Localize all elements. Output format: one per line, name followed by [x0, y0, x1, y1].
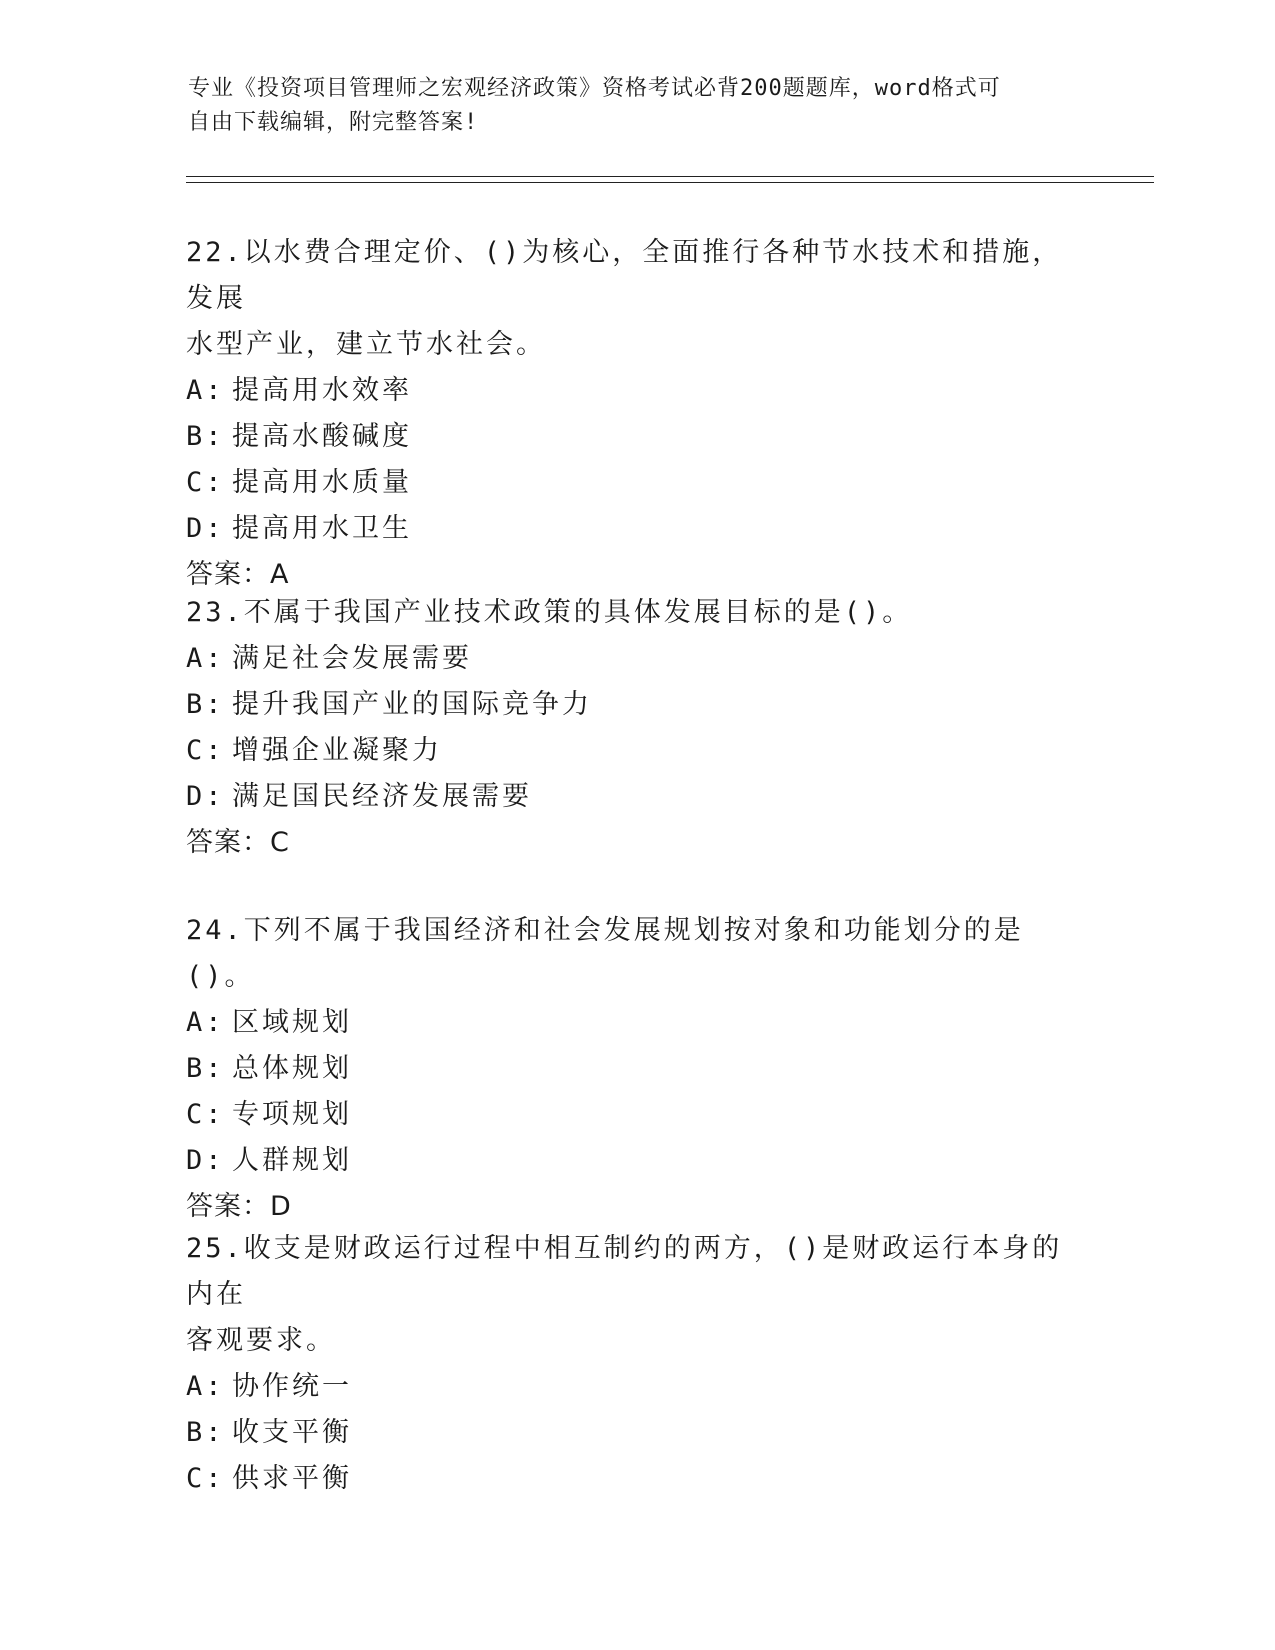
option-text: 人群规划 — [232, 1145, 352, 1176]
option-c — [186, 728, 1086, 774]
answer: 答案：D — [186, 1191, 292, 1222]
answer: 答案：C — [186, 827, 290, 858]
question-stem-continued: 水型产业，建立节水社会。 — [186, 329, 546, 360]
option-text: 专项规划 — [232, 1099, 352, 1130]
option-text: 收支平衡 — [232, 1417, 352, 1448]
question-23 — [186, 590, 1086, 866]
header-line-2: 自由下载编辑，附完整答案! — [188, 110, 479, 135]
option-key: A: — [186, 375, 225, 406]
question-25 — [186, 1226, 1086, 1502]
option-b — [186, 682, 1086, 728]
question-stem: 25.收支是财政运行过程中相互制约的两方，()是财政运行本身的内在 — [186, 1233, 1063, 1310]
option-b — [186, 1046, 1086, 1092]
option-key: C: — [186, 735, 225, 766]
option-text: 提高用水效率 — [232, 375, 412, 406]
option-text: 总体规划 — [232, 1053, 352, 1084]
option-d — [186, 1138, 1086, 1184]
header-divider-top — [186, 176, 1154, 177]
option-b — [186, 414, 1086, 460]
option-c — [186, 1092, 1086, 1138]
option-text: 协作统一 — [232, 1371, 352, 1402]
option-text: 满足国民经济发展需要 — [232, 781, 532, 812]
question-stem: 24.下列不属于我国经济和社会发展规划按对象和功能划分的是()。 — [186, 915, 1024, 992]
option-text: 满足社会发展需要 — [232, 643, 472, 674]
option-key: D: — [186, 781, 225, 812]
option-key: D: — [186, 1145, 225, 1176]
option-key: A: — [186, 643, 225, 674]
option-key: B: — [186, 1417, 225, 1448]
option-key: C: — [186, 467, 225, 498]
option-key: D: — [186, 513, 225, 544]
question-stem: 22.以水费合理定价、()为核心，全面推行各种节水技术和措施，发展 — [186, 237, 1063, 314]
question-stem-continued: 客观要求。 — [186, 1325, 336, 1356]
option-key: C: — [186, 1099, 225, 1130]
option-key: B: — [186, 689, 225, 720]
question-stem: 23.不属于我国产业技术政策的具体发展目标的是()。 — [186, 597, 913, 628]
option-a — [186, 636, 1086, 682]
document-header — [188, 72, 1088, 140]
option-d — [186, 774, 1086, 820]
option-key: C: — [186, 1463, 225, 1494]
option-text: 供求平衡 — [232, 1463, 352, 1494]
option-text: 提高用水质量 — [232, 467, 412, 498]
option-b — [186, 1410, 1086, 1456]
option-a — [186, 368, 1086, 414]
option-d — [186, 506, 1086, 552]
option-text: 增强企业凝聚力 — [232, 735, 442, 766]
option-key: A: — [186, 1007, 225, 1038]
option-text: 提升我国产业的国际竞争力 — [232, 689, 592, 720]
option-c — [186, 460, 1086, 506]
option-text: 提高用水卫生 — [232, 513, 412, 544]
option-key: A: — [186, 1371, 225, 1402]
option-a — [186, 1364, 1086, 1410]
option-key: B: — [186, 1053, 225, 1084]
question-24 — [186, 908, 1086, 1230]
header-line-1: 专业《投资项目管理师之宏观经济政策》资格考试必背200题题库，word格式可 — [188, 76, 1001, 101]
answer: 答案：A — [186, 559, 290, 590]
option-c — [186, 1456, 1086, 1502]
option-text: 区域规划 — [232, 1007, 352, 1038]
question-22 — [186, 230, 1086, 598]
option-a — [186, 1000, 1086, 1046]
header-divider-bottom — [186, 182, 1154, 183]
option-key: B: — [186, 421, 225, 452]
option-text: 提高水酸碱度 — [232, 421, 412, 452]
